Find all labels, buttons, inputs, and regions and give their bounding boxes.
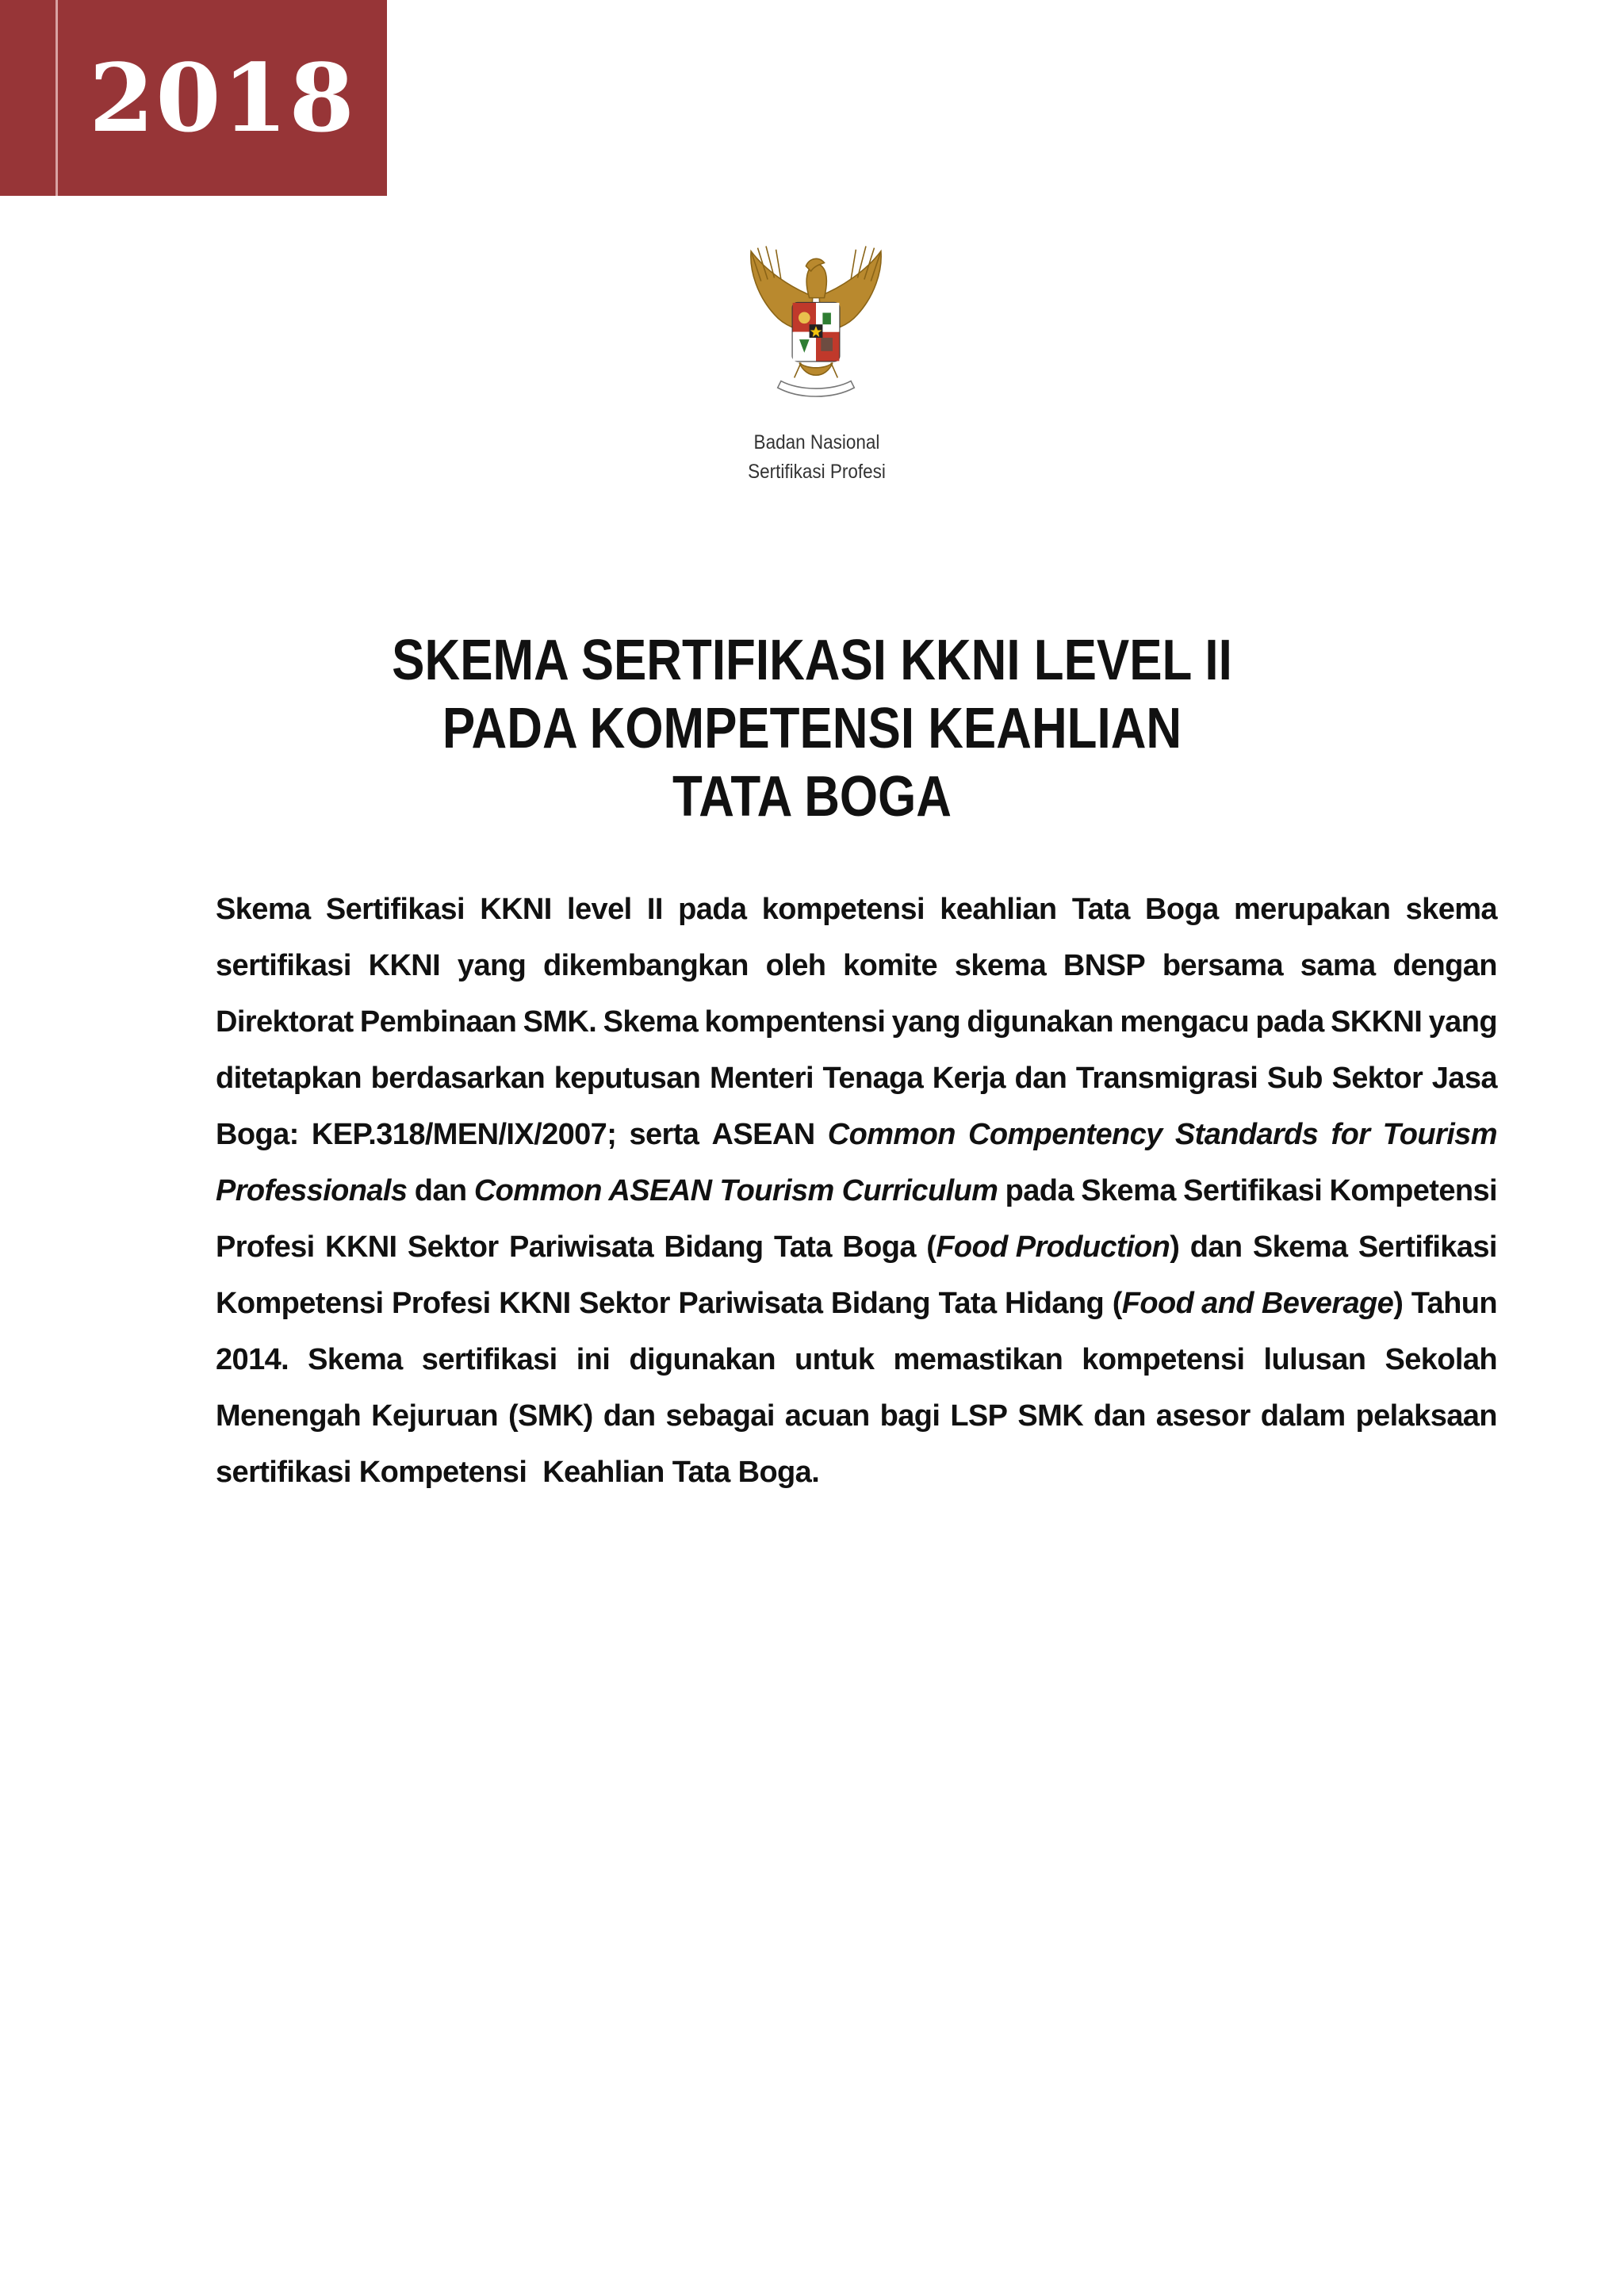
agency-line-1: Badan Nasional [753, 431, 880, 453]
word: KKNI [499, 1287, 571, 1320]
paragraph-line [216, 1388, 1497, 1445]
word: ditetapkan [216, 1062, 362, 1095]
word: Jasa [1431, 1062, 1497, 1095]
italic-word: for [1331, 1118, 1370, 1151]
open-paren: ( [1112, 1287, 1122, 1320]
word: Skema [1252, 1230, 1348, 1264]
paragraph-line [216, 1276, 1497, 1332]
word: KKNI [480, 893, 552, 926]
paragraph-line [216, 1107, 1497, 1163]
word: Boga [1145, 893, 1219, 926]
word: Menteri [709, 1062, 814, 1095]
word: yang [891, 1005, 960, 1039]
paragraph-line [216, 938, 1497, 994]
close-paren: ) [1170, 1230, 1180, 1264]
word: untuk [795, 1343, 875, 1376]
word: ini [576, 1343, 611, 1376]
word: II [646, 893, 663, 926]
italic-word: Tourism [1382, 1118, 1497, 1151]
word: Boga: [216, 1118, 299, 1151]
word: Sertifikasi [325, 893, 465, 926]
word: dan [1189, 1230, 1243, 1264]
italic-phrase: Food Production [936, 1230, 1170, 1264]
word: Bidang [830, 1287, 931, 1320]
paragraph-line [216, 882, 1497, 938]
word: BNSP [1063, 949, 1146, 982]
word: oleh [765, 949, 826, 982]
word: acuan [784, 1399, 870, 1433]
word: Sektor [579, 1287, 670, 1320]
word: 2014. [216, 1343, 289, 1376]
word: keputusan [553, 1062, 701, 1095]
title-line-1: SKEMA SERTIFIKASI KKNI LEVEL II [392, 629, 1232, 692]
word: Profesi [392, 1287, 491, 1320]
word: LSP [950, 1399, 1008, 1433]
word: Boga [842, 1230, 916, 1264]
word: Sertifikasi [1183, 1174, 1323, 1207]
word: Profesi [216, 1230, 315, 1264]
word: Tata [773, 1230, 832, 1264]
open-paren: ( [926, 1230, 936, 1264]
word: sebagai [665, 1399, 775, 1433]
italic-word: Common [827, 1118, 956, 1151]
italic-phrase: Food and Beverage [1121, 1287, 1394, 1320]
title-line-2: PADA KOMPETENSI KEAHLIAN [442, 697, 1182, 760]
word: KKNI [368, 949, 441, 982]
issuing-agency-label [710, 428, 924, 487]
word: skema [954, 949, 1047, 982]
word: Pembinaan [359, 1005, 517, 1039]
word: Transmigrasi [1075, 1062, 1258, 1095]
word: Tata [938, 1287, 997, 1320]
word: KEP.318/MEN/IX/2007; [311, 1118, 617, 1151]
word: bersama [1162, 949, 1284, 982]
word: pelaksaan [1355, 1399, 1497, 1433]
word: Hidang [1005, 1287, 1105, 1320]
word: dikembangkan [542, 949, 749, 982]
word: Sertifikasi [1358, 1230, 1497, 1264]
word: yang [457, 949, 527, 982]
word: memastikan [893, 1343, 1063, 1376]
word: kompentensi [704, 1005, 886, 1039]
word: Pariwisata [678, 1287, 823, 1320]
word: Sektor [1331, 1062, 1423, 1095]
word: Sub [1266, 1062, 1323, 1095]
italic-word: Standards [1174, 1118, 1319, 1151]
word: (SMK) [508, 1399, 593, 1433]
parenthetical [1113, 1276, 1404, 1332]
paragraph-line [216, 994, 1497, 1050]
word: yang [1428, 1005, 1497, 1039]
document-title [299, 626, 1324, 831]
word: Pariwisata [508, 1230, 653, 1264]
word: Tahun [1411, 1287, 1497, 1320]
word: kompetensi [1082, 1343, 1245, 1376]
word: Skema [603, 1005, 699, 1039]
word: skema [1405, 893, 1497, 926]
paragraph-line [216, 1163, 1497, 1219]
word: level [567, 893, 632, 926]
word: KKNI [325, 1230, 397, 1264]
word: Bidang [664, 1230, 764, 1264]
word: lulusan [1263, 1343, 1366, 1376]
word: Kerja [932, 1062, 1005, 1095]
title-line-3: TATA BOGA [672, 765, 952, 828]
closing-text: sertifikasi Kompetensi Keahlian Tata Boga. [216, 1456, 820, 1489]
paragraph-line [216, 1219, 1497, 1276]
word: Skema [1081, 1174, 1176, 1207]
agency-line-2: Sertifikasi Profesi [748, 461, 886, 483]
word: merupakan [1233, 893, 1391, 926]
close-paren: ) [1393, 1287, 1404, 1320]
paragraph-line [216, 1332, 1497, 1388]
word: sama [1300, 949, 1376, 982]
word: dalam [1260, 1399, 1346, 1433]
italic-word: Compentency [968, 1118, 1162, 1151]
word: dan [1014, 1062, 1067, 1095]
word: Kejuruan [371, 1399, 498, 1433]
description-paragraph [216, 882, 1497, 1501]
word: dan [414, 1174, 467, 1207]
word: kompetensi [761, 893, 925, 926]
word: berdasarkan [370, 1062, 546, 1095]
word: pada [678, 893, 747, 926]
year-banner [0, 0, 387, 196]
word: Tenaga [822, 1062, 924, 1095]
paragraph-line [216, 1050, 1497, 1107]
word: Kompetensi [1329, 1174, 1497, 1207]
word: pada [1005, 1174, 1074, 1207]
word: keahlian [940, 893, 1057, 926]
word: SMK [1017, 1399, 1084, 1433]
parenthetical [926, 1219, 1179, 1276]
word: SKKNI [1331, 1005, 1423, 1039]
word: ASEAN [711, 1118, 815, 1151]
word: dan [603, 1399, 656, 1433]
italic-word: Professionals [216, 1174, 408, 1207]
word: komite [843, 949, 938, 982]
word: Sektor [407, 1230, 499, 1264]
word: sertifikasi [421, 1343, 557, 1376]
word: Menengah [216, 1399, 362, 1433]
word: Kompetensi [216, 1287, 384, 1320]
garuda-pancasila-emblem-icon [733, 238, 899, 404]
word: pada [1255, 1005, 1324, 1039]
italic-phrase: Common ASEAN Tourism Curriculum [473, 1174, 998, 1207]
word: dengan [1392, 949, 1497, 982]
word: SMK. [523, 1005, 597, 1039]
word: dan [1094, 1399, 1146, 1433]
paragraph-line-last [216, 1445, 1497, 1501]
word: Skema [216, 893, 311, 926]
word: asesor [1155, 1399, 1251, 1433]
word: serta [629, 1118, 699, 1151]
word: digunakan [967, 1005, 1113, 1039]
year-label: 2018 [89, 43, 356, 153]
word: bagi [879, 1399, 940, 1433]
word: digunakan [629, 1343, 776, 1376]
word: mengacu [1120, 1005, 1249, 1039]
word: Skema [308, 1343, 403, 1376]
word: Direktorat [216, 1005, 354, 1039]
word: sertifikasi [216, 949, 351, 982]
word: Tata [1071, 893, 1130, 926]
word: Sekolah [1385, 1343, 1497, 1376]
